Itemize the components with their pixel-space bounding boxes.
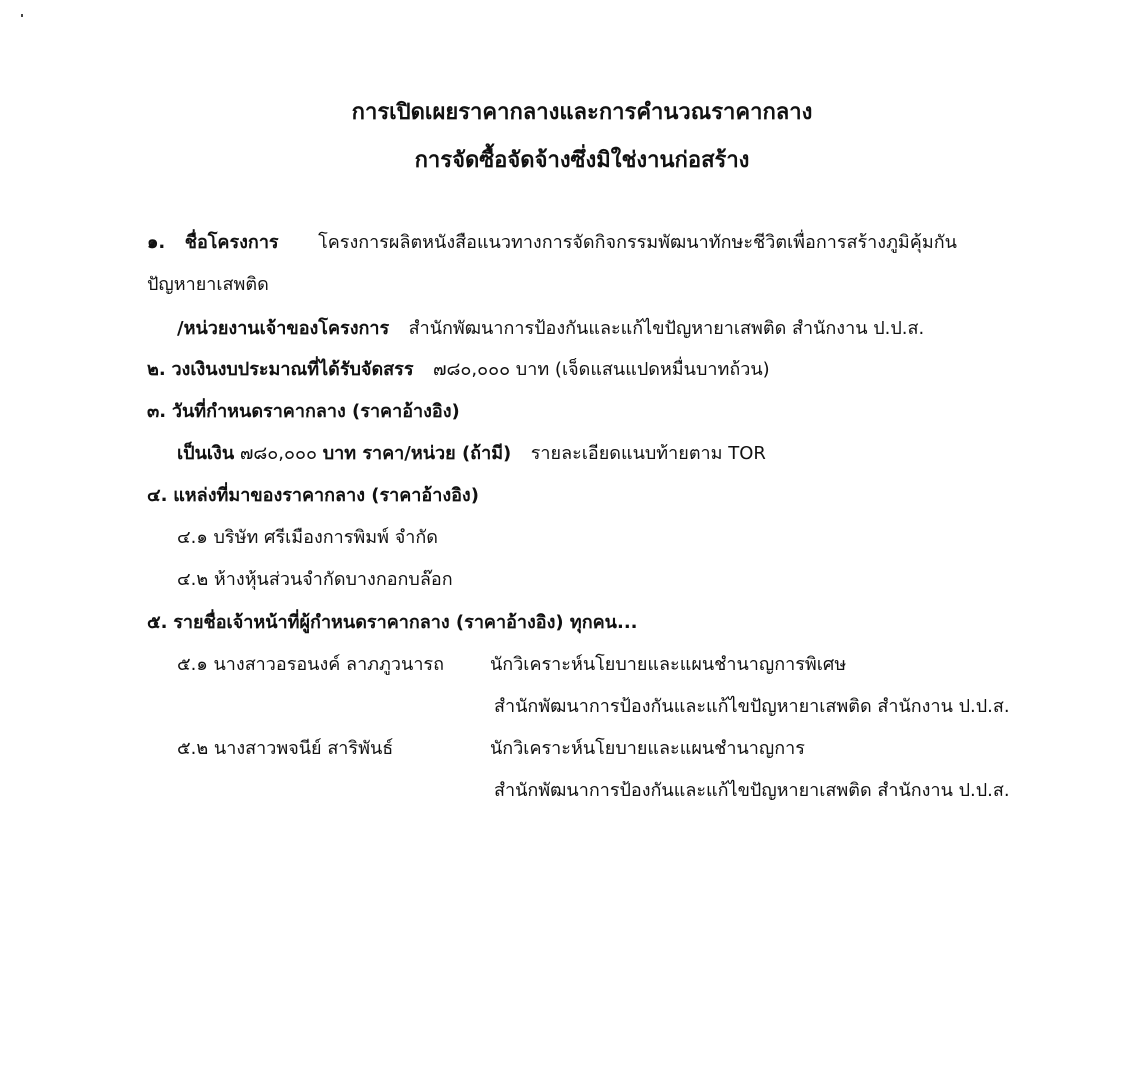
section2-number: ๒. [147,359,166,380]
section3-number: ๓. [147,401,167,422]
section2-row [147,357,770,383]
officer-position: นักวิเคราะห์นโยบายและแผนชำนาญการพิเศษ [490,654,847,675]
reference-price-label: เป็นเงิน [177,443,235,464]
officer-position: นักวิเคราะห์นโยบายและแผนชำนาญการ [490,738,805,759]
section5-label: รายชื่อเจ้าหน้าที่ผู้กำหนดราคากลาง (ราคาอ้างอิง) ทุกคน... [173,612,638,633]
section2-label: วงเงินงบประมาณที่ได้รับจัดสรร [171,359,414,380]
officer-name: ๕.๒ นางสาวพจนีย์ สาริพันธ์ [177,738,394,759]
section4-row [147,483,479,509]
reference-price-amount: ๗๘๐,๐๐๐ [239,443,317,464]
section5-number: ๕. [147,612,168,633]
document-title-line1: การเปิดเผยราคากลางและการคำนวณราคากลาง [351,100,813,125]
reference-price-row [177,441,766,467]
project-name: โครงการผลิตหนังสือแนวทางการจัดกิจกรรมพัฒนาทักษะชีวิตเพื่อการสร้างภูมิคุ้มกัน [318,232,957,253]
price-source-item: ๔.๑ บริษัท ศรีเมืองการพิมพ์ จำกัด [177,527,438,548]
agency-value: สำนักพัฒนาการป้องกันและแก้ไขปัญหายาเสพติด สำนักงาน ป.ป.ส. [408,318,925,339]
reference-price-unit-label: บาท ราคา/หน่วย (ถ้ามี) [322,443,512,464]
section1-label: ชื่อโครงการ [184,232,279,253]
budget-unit-text: บาท (เจ็ดแสนแปดหมื่นบาทถ้วน) [515,359,770,380]
officer-office: สำนักพัฒนาการป้องกันและแก้ไขปัญหายาเสพติด สำนักงาน ป.ป.ส. [494,780,1010,801]
section5-row [147,610,638,636]
officer-name: ๕.๑ นางสาวอรอนงค์ ลาภภูวนารถ [177,654,444,675]
officer-office: สำนักพัฒนาการป้องกันและแก้ไขปัญหายาเสพติด สำนักงาน ป.ป.ส. [494,696,1010,717]
agency-row [177,316,924,342]
section4-label: แหล่งที่มาของราคากลาง (ราคาอ้างอิง) [173,485,479,506]
project-name-continued: ปัญหายาเสพติด [147,274,269,295]
budget-amount: ๗๘๐,๐๐๐ [432,359,511,380]
section3-row [147,399,460,425]
document-title-line2: การจัดซื้อจัดจ้างซึ่งมิใช่งานก่อสร้าง [414,148,750,173]
section3-label: วันที่กำหนดราคากลาง (ราคาอ้างอิง) [171,401,460,422]
price-source-item: ๔.๒ ห้างหุ้นส่วนจำกัดบางกอกบล๊อก [177,569,453,590]
section1-row [147,230,957,256]
section4-number: ๔. [147,485,168,506]
section1-number: ๑. [147,232,166,253]
scan-speck [21,14,23,17]
reference-price-detail: รายละเอียดแนบท้ายตาม TOR [530,443,766,464]
agency-label: /หน่วยงานเจ้าของโครงการ [177,318,390,339]
